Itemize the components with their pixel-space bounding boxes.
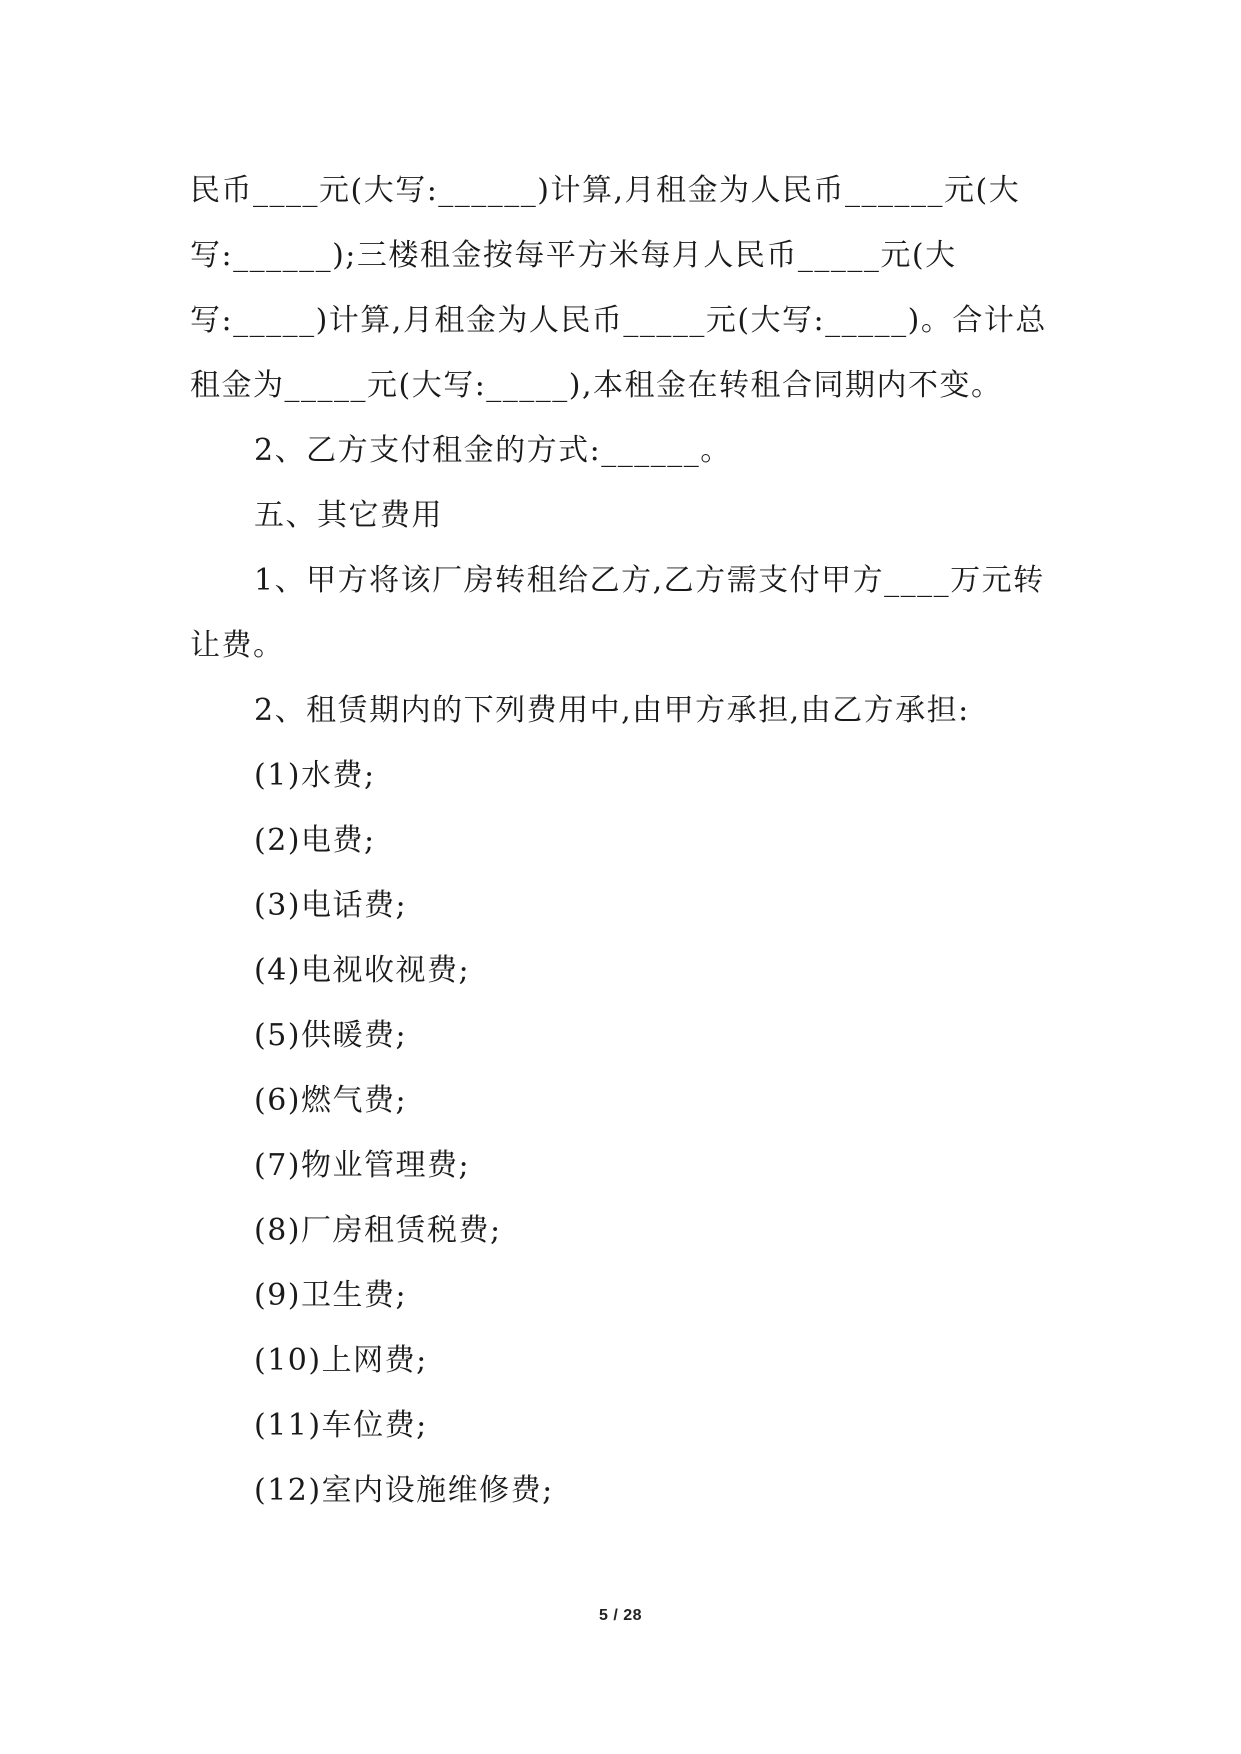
- list-item: (8)厂房租赁税费;: [254, 1213, 502, 1248]
- page-number: 5 / 28: [598, 1607, 643, 1624]
- list-item: (12)室内设施维修费;: [254, 1473, 554, 1508]
- rent-terms-paragraph: 民币____元(大写:______)计算,月租金为人民币______元(大写:______);三楼租金按每平方米每月人民币_____元(大写:_____)计算,月租金为人民币_____元(大写:_____)。合计总租金为_____元(大写:_____),本租金在转租合同期内不变。: [190, 173, 1047, 403]
- fee-responsibility-paragraph: 2、租赁期内的下列费用中,由甲方承担,由乙方承担:: [254, 693, 970, 728]
- payment-method-paragraph: 2、乙方支付租金的方式:______。: [254, 433, 732, 468]
- list-item: (1)水费;: [254, 758, 376, 793]
- list-item: (5)供暖费;: [254, 1018, 408, 1053]
- list-item: (4)电视收视费;: [254, 953, 471, 988]
- list-item: (3)电话费;: [254, 888, 408, 923]
- list-item: (11)车位费;: [254, 1408, 428, 1443]
- transfer-fee-paragraph: 1、甲方将该厂房转租给乙方,乙方需支付甲方____万元转让费。: [190, 563, 1045, 663]
- list-item: (9)卫生费;: [254, 1278, 408, 1313]
- document-body: [190, 158, 1058, 1523]
- list-item: (10)上网费;: [254, 1343, 428, 1378]
- section-heading-other-fees: 五、其它费用: [254, 498, 443, 533]
- list-item: (7)物业管理费;: [254, 1148, 471, 1183]
- list-item: (2)电费;: [254, 823, 376, 858]
- list-item: (6)燃气费;: [254, 1083, 408, 1118]
